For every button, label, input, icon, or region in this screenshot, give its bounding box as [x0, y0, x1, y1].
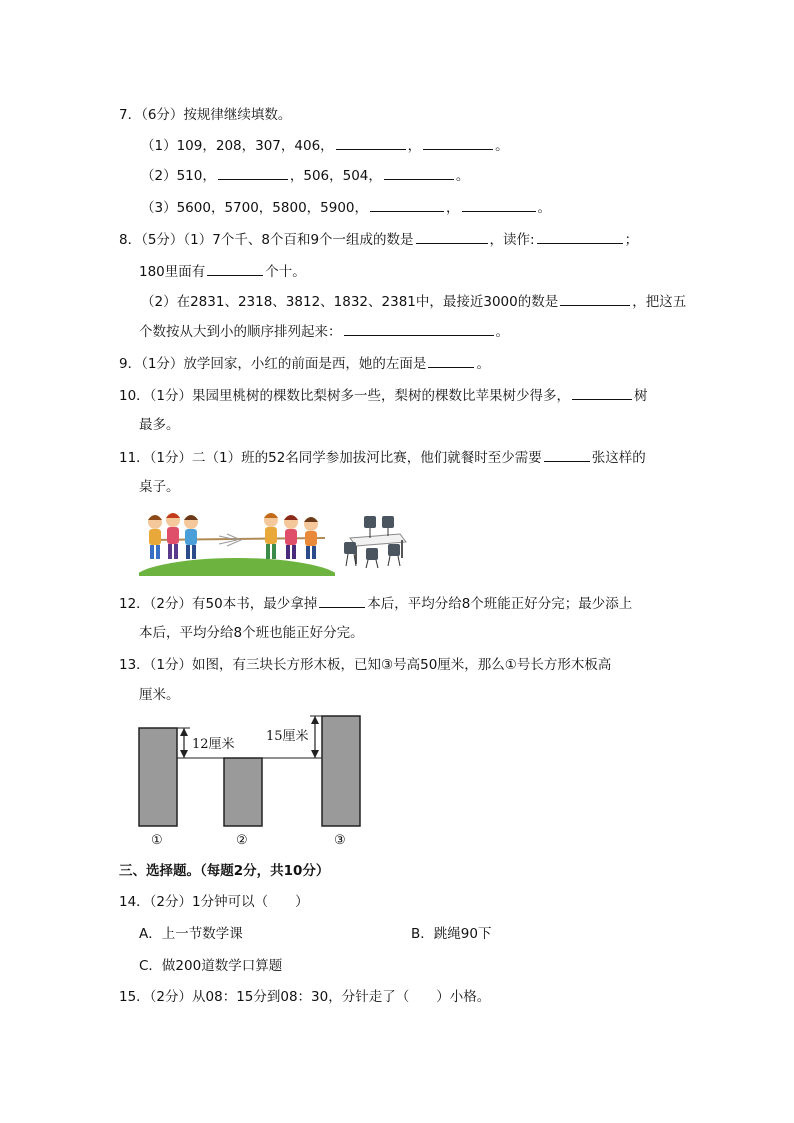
answer-blank[interactable] [218, 166, 288, 180]
answer-blank[interactable] [319, 594, 365, 608]
answer-blank[interactable] [423, 136, 493, 150]
q13-line1: 13．（1分）如图，有三块长方形木板，已知③号高50厘米，那么①号长方形木板高 [119, 657, 612, 673]
answer-blank[interactable] [560, 292, 630, 306]
q12-line2: 本后，平均分给8个班也能正好分完。 [139, 625, 364, 641]
board-1-number: ① [151, 833, 163, 848]
answer-blank[interactable] [537, 230, 623, 244]
q14-stem: 14．（2分）1分钟可以（ ） [119, 894, 309, 910]
q8-line4: 个数按从大到小的顺序排列起来： 。 [139, 324, 509, 340]
board-3 [322, 716, 360, 826]
q9: 9．（1分）放学回家，小红的前面是西，她的左面是 。 [119, 356, 490, 372]
right-team [264, 513, 318, 559]
answer-blank[interactable] [370, 198, 444, 212]
answer-blank[interactable] [572, 386, 632, 400]
answer-blank[interactable] [336, 136, 406, 150]
boards-svg [134, 712, 366, 852]
label-15cm: 15厘米 [266, 729, 309, 744]
q7-part1: （1）109，208，307，406， ， 。 [141, 138, 509, 154]
q7-part3: （3）5600，5700，5800，5900， ， 。 [141, 200, 552, 216]
answer-blank[interactable] [462, 198, 536, 212]
board-1 [139, 728, 177, 826]
dining-table-image [340, 512, 410, 570]
section-3-heading: 三、选择题。（每题2分，共10分） [119, 863, 330, 879]
q11-line1: 11．（1分）二（1）班的52名同学参加拔河比赛，他们就餐时至少需要 张这样的 [119, 450, 646, 466]
wooden-boards-diagram [134, 712, 366, 852]
grass-hill [139, 558, 335, 576]
answer-blank[interactable] [384, 166, 454, 180]
board-3-number: ③ [334, 833, 346, 848]
q7-part2: （2）510， ，506，504， 。 [141, 168, 470, 184]
table-chairs-icon [340, 512, 410, 570]
q15-stem: 15．（2分）从08：15分到08：30，分针走了（ ）小格。 [119, 989, 491, 1005]
q8-line2: 180里面有 个十。 [139, 264, 306, 280]
q14-option-b[interactable]: B．跳绳90下 [411, 926, 492, 942]
tug-of-war-image [139, 508, 335, 576]
q11-line2: 桌子。 [139, 479, 180, 495]
q14-option-a[interactable]: A．上一节数学课 [139, 926, 243, 942]
answer-blank[interactable] [428, 354, 474, 368]
left-team [148, 513, 198, 559]
label-12cm: 12厘米 [192, 737, 235, 752]
answer-blank[interactable] [544, 448, 590, 462]
board-2 [224, 758, 262, 826]
q13-line2: 厘米。 [139, 687, 180, 703]
q12-line1: 12．（2分）有50本书，最少拿掉 本后，平均分给8个班能正好分完；最少添上 [119, 596, 633, 612]
q10-line2: 最多。 [139, 417, 180, 433]
answer-blank[interactable] [207, 262, 263, 276]
q8-line3: （2）在2831、2318、3812、1832、2381中，最接近3000的数是 ，把这五 [141, 294, 687, 310]
tug-of-war-illustration [139, 508, 335, 576]
q7-stem: 7．（6分）按规律继续填数。 [119, 107, 292, 123]
answer-blank[interactable] [416, 230, 488, 244]
q8-line1: 8．（5分）（1）7个千、8个百和9个一组成的数是 ，读作: ； [119, 232, 639, 248]
q14-option-c[interactable]: C．做200道数学口算题 [139, 958, 283, 974]
board-2-number: ② [236, 833, 248, 848]
q10-line1: 10．（1分）果园里桃树的棵数比梨树多一些，梨树的棵数比苹果树少得多， 树 [119, 388, 648, 404]
answer-blank[interactable] [344, 322, 494, 336]
